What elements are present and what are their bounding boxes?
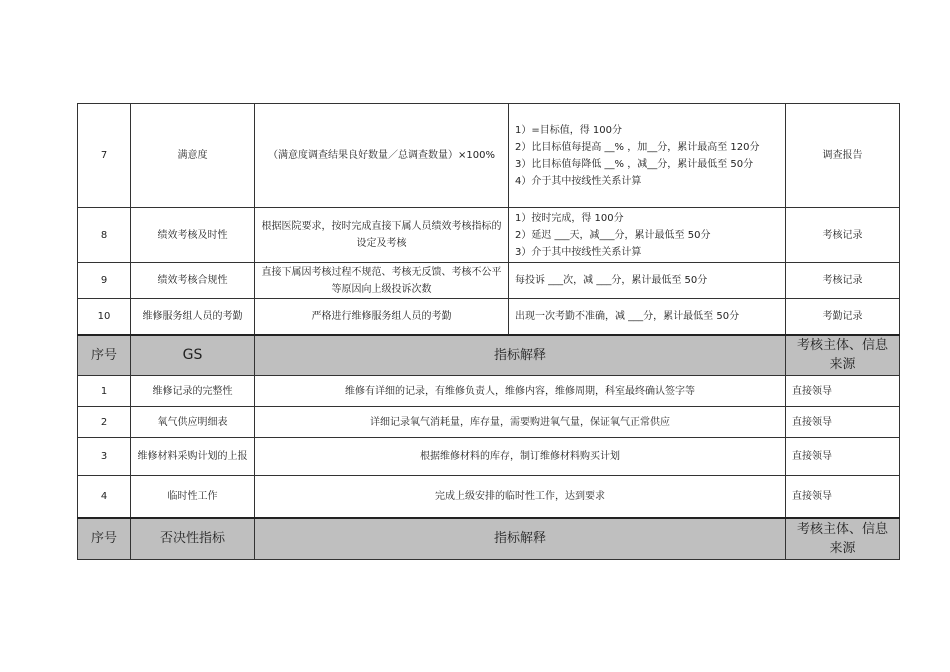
criteria-line: 3）比目标值每降低 __% ，减__分，累计最低至 50分 (515, 158, 754, 170)
table-row (78, 407, 900, 438)
indicator-explanation: 维修有详细的记录，有维修负责人，维修内容，维修周期，科室最终确认签字等 (255, 376, 786, 407)
scoring-criteria (509, 208, 786, 263)
table-row (78, 208, 900, 263)
scoring-criteria (509, 299, 786, 335)
header-name: GS (131, 335, 255, 376)
table-row (78, 104, 900, 208)
indicator-name: 氧气供应明细表 (131, 407, 255, 438)
criteria-line: 出现一次考勤不准确，减 ___分，累计最低至 50分 (515, 310, 740, 322)
criteria-line: 1）按时完成，得 100分 (515, 212, 624, 224)
info-source: 考勤记录 (786, 299, 900, 335)
info-source: 考核记录 (786, 208, 900, 263)
header-source: 考核主体、信息来源 (786, 335, 900, 376)
table-row (78, 438, 900, 476)
indicator-explanation: 严格进行维修服务组人员的考勤 (255, 299, 509, 335)
row-number: 1 (78, 376, 131, 407)
row-number: 10 (78, 299, 131, 335)
header-no: 序号 (78, 335, 131, 376)
indicator-name: 绩效考核合规性 (131, 263, 255, 299)
row-number: 8 (78, 208, 131, 263)
criteria-line: 2）比目标值每提高 __% ，加__分，累计最高至 120分 (515, 141, 760, 153)
scoring-criteria (509, 104, 786, 208)
indicator-explanation: （满意度调查结果良好数量／总调查数量）×100% (255, 104, 509, 208)
criteria-line: 1）=目标值，得 100分 (515, 124, 623, 136)
indicator-explanation: 完成上级安排的临时性工作，达到要求 (255, 476, 786, 518)
row-number: 7 (78, 104, 131, 208)
indicator-explanation: 直接下属因考核过程不规范、考核无反馈、考核不公平等原因向上级投诉次数 (255, 263, 509, 299)
scoring-criteria (509, 263, 786, 299)
indicator-name: 绩效考核及时性 (131, 208, 255, 263)
criteria-line: 4）介于其中按线性关系计算 (515, 175, 642, 187)
info-source: 直接领导 (786, 438, 900, 476)
header-source: 考核主体、信息来源 (786, 518, 900, 560)
criteria-line: 2）延迟 ___天，减___分，累计最低至 50分 (515, 229, 711, 241)
header-explanation: 指标解释 (255, 518, 786, 560)
criteria-line: 每投诉 ___次，减 ___分，累计最低至 50分 (515, 275, 708, 286)
gs-header-row (78, 335, 900, 376)
indicator-name: 维修材料采购计划的上报 (131, 438, 255, 476)
row-number: 2 (78, 407, 131, 438)
criteria-line: 3）介于其中按线性关系计算 (515, 246, 642, 258)
info-source: 直接领导 (786, 407, 900, 438)
info-source: 直接领导 (786, 476, 900, 518)
indicator-explanation: 根据维修材料的库存，制订维修材料购买计划 (255, 438, 786, 476)
header-no: 序号 (78, 518, 131, 560)
indicator-name: 满意度 (131, 104, 255, 208)
indicator-name: 维修记录的完整性 (131, 376, 255, 407)
header-name: 否决性指标 (131, 518, 255, 560)
table-row (78, 299, 900, 335)
row-number: 3 (78, 438, 131, 476)
indicator-name: 临时性工作 (131, 476, 255, 518)
info-source: 考核记录 (786, 263, 900, 299)
info-source: 直接领导 (786, 376, 900, 407)
row-number: 9 (78, 263, 131, 299)
indicator-explanation: 根据医院要求，按时完成直接下属人员绩效考核指标的设定及考核 (255, 208, 509, 263)
header-explanation: 指标解释 (255, 335, 786, 376)
row-number: 4 (78, 476, 131, 518)
kpi-table (77, 103, 900, 560)
table-row (78, 376, 900, 407)
indicator-name: 维修服务组人员的考勤 (131, 299, 255, 335)
veto-header-row (78, 518, 900, 560)
table-row (78, 476, 900, 518)
table-row (78, 263, 900, 299)
info-source: 调查报告 (786, 104, 900, 208)
indicator-explanation: 详细记录氧气消耗量，库存量，需要购进氧气量，保证氧气正常供应 (255, 407, 786, 438)
